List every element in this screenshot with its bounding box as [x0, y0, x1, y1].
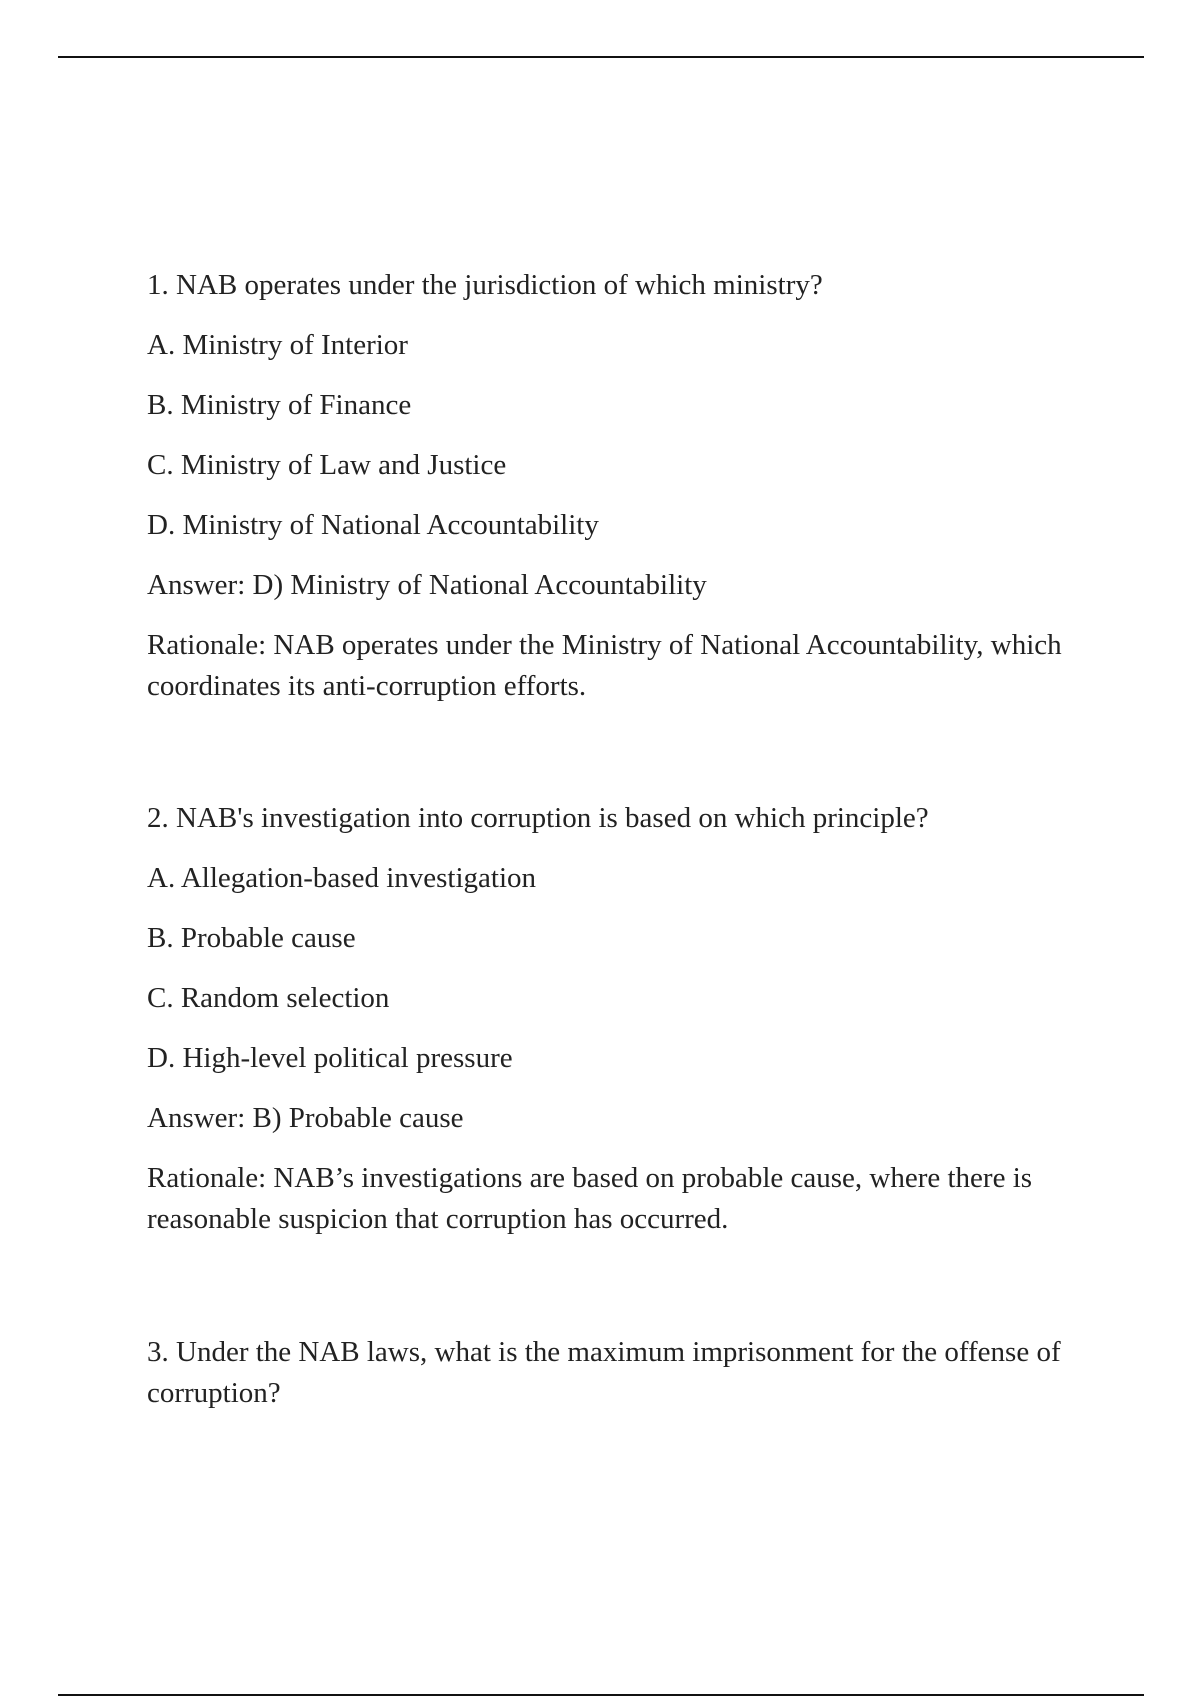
option-a: A. Ministry of Interior [147, 329, 408, 361]
option-b: B. Ministry of Finance [147, 389, 412, 421]
top-rule [58, 56, 1144, 58]
rationale-text: Rationale: NAB’s investigations are based on probable cause, where there is reasonable suspicion that corruption has occurred. [147, 1162, 1033, 1235]
question-text: 3. Under the NAB laws, what is the maximum imprisonment for the offense of corruption? [147, 1336, 1061, 1409]
option-c: C. Ministry of Law and Justice [147, 449, 507, 481]
answer-text: Answer: D) Ministry of National Accountability [147, 569, 707, 601]
question-block-1 [147, 265, 1067, 707]
question-text: 2. NAB's investigation into corruption is based on which principle? [147, 802, 929, 834]
option-b: B. Probable cause [147, 922, 356, 954]
rationale-text: Rationale: NAB operates under the Ministry of National Accountability, which coordinates its anti-corruption efforts. [147, 629, 1062, 702]
option-c: C. Random selection [147, 982, 390, 1014]
question-block-2 [147, 798, 1067, 1240]
option-d: D. Ministry of National Accountability [147, 509, 599, 541]
question-text: 1. NAB operates under the jurisdiction of which ministry? [147, 269, 823, 301]
answer-text: Answer: B) Probable cause [147, 1102, 464, 1134]
option-d: D. High-level political pressure [147, 1042, 513, 1074]
option-a: A. Allegation-based investigation [147, 862, 537, 894]
bottom-rule [58, 1694, 1144, 1696]
question-block-3 [147, 1332, 1067, 1433]
